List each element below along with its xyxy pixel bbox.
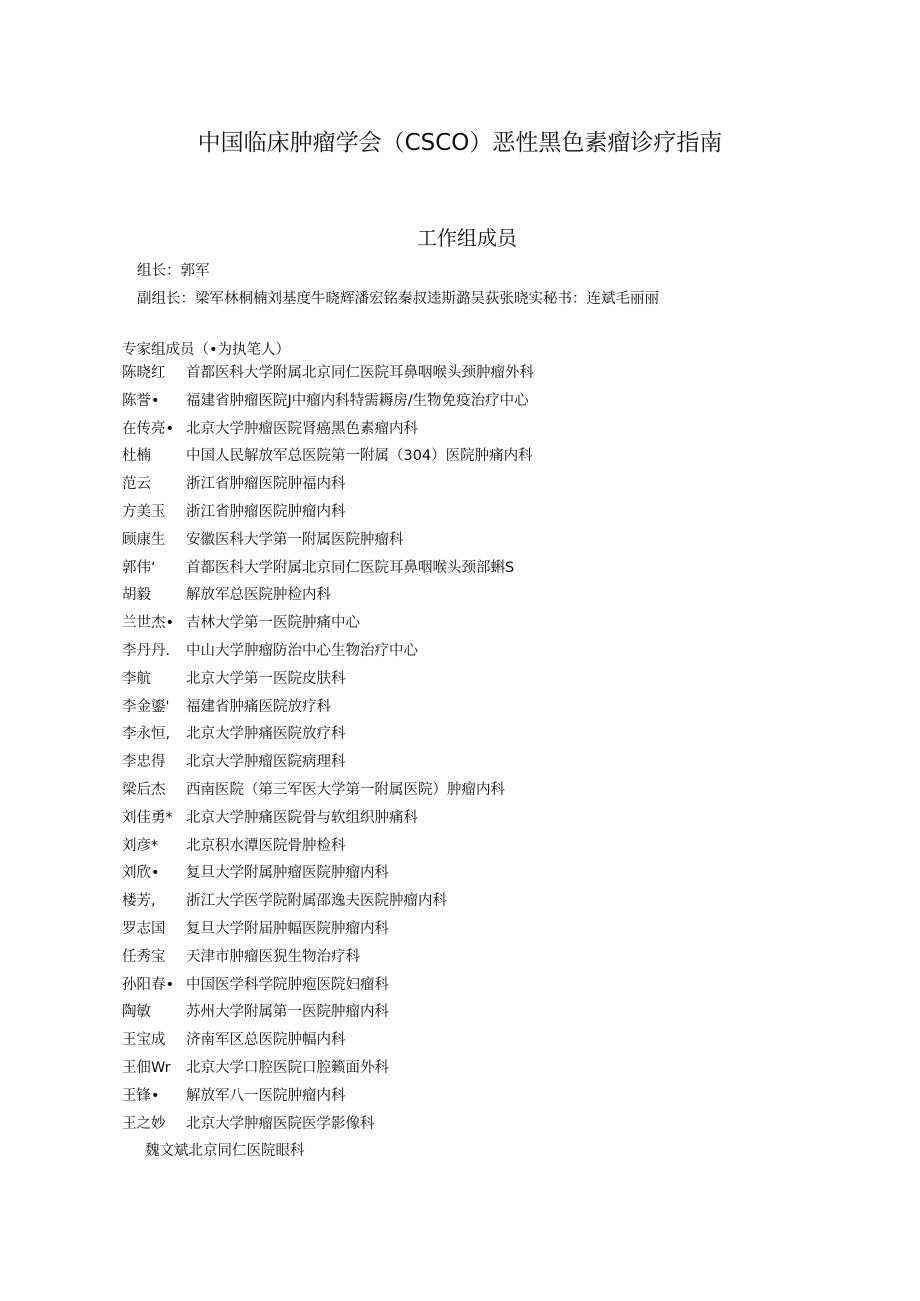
member-name: 罗志国 [122, 920, 166, 937]
member-row [122, 475, 534, 503]
member-row [122, 920, 534, 948]
member-name: 刘佳勇* [122, 809, 173, 826]
member-name: 杜楠 [122, 448, 151, 465]
member-row [122, 559, 534, 587]
member-name: 陈誉• [122, 392, 160, 409]
member-name: 王宝成 [122, 1032, 166, 1049]
member-department: 解放军总医院肿检内科 [186, 587, 331, 604]
member-row [122, 614, 534, 642]
member-row [122, 447, 534, 475]
experts-heading: 专家组成员（•为执笔人） [122, 342, 291, 358]
member-department: 北京大学口腔医院口腔籁面外科 [186, 1059, 389, 1076]
member-row [122, 531, 534, 559]
member-department: 北京大学肿瘤医院肾癌黑色素瘤内科 [186, 420, 418, 437]
member-department: 北京大学肿痛医院放疗科 [186, 726, 346, 743]
member-department: 首都医科大学附属北京同仁医院耳鼻咽喉头颈肿瘤外科 [186, 365, 534, 381]
member-name: 胡毅 [122, 587, 151, 604]
member-row [122, 503, 534, 531]
member-last-line: 魏文斌北京同仁医院眼科 [145, 1143, 305, 1159]
member-department: 安徽医科大学第一附属医院肿瘤科 [186, 531, 404, 548]
member-name: 孙阳春• [122, 976, 175, 993]
member-department: 中山大学肿瘤防治中心生物治疗中心 [186, 642, 418, 659]
member-row [122, 392, 534, 420]
member-department: 浙江省肿瘤医院肿福内科 [186, 476, 346, 493]
member-name: 在传亮• [122, 420, 175, 437]
member-row [122, 781, 534, 809]
member-row [122, 753, 534, 781]
member-row [122, 698, 534, 726]
member-department: 浙江大学医学院附属邵逸夫医院肿瘤内科 [186, 893, 447, 910]
member-row [122, 837, 534, 865]
member-department: 首都医科大学附属北京同仁医院耳鼻咽喉头颈部蝌S [186, 559, 515, 576]
member-row [122, 642, 534, 670]
member-name: 刘欣• [122, 865, 160, 882]
member-department: 浙江省肿瘤医院肿瘤内科 [186, 503, 346, 520]
member-department: 天津市肿瘤医猊生物治疗科 [186, 948, 360, 965]
member-name: 任秀宝 [122, 948, 166, 965]
member-row [122, 670, 534, 698]
member-name: 陶敏 [122, 1004, 151, 1021]
member-row [122, 892, 534, 920]
member-name: 李丹丹. [122, 642, 171, 659]
member-row [122, 420, 534, 448]
member-name: 郭伟‘ [122, 559, 156, 576]
member-name: 方美玉 [122, 503, 166, 520]
member-department: 苏州大学附属第一医院肿瘤内科 [186, 1004, 389, 1021]
member-row [122, 864, 534, 892]
member-name: 李航 [122, 670, 151, 687]
member-name: 王之妙 [122, 1115, 166, 1132]
member-department: 北京大学第一医院皮肤科 [186, 670, 346, 687]
member-row [122, 976, 534, 1004]
member-row [122, 1003, 534, 1031]
member-department: 复旦大学附届肿幅医院肿瘤内科 [186, 920, 389, 937]
member-name: 王锋• [122, 1087, 160, 1104]
member-department: 解放军八一医院肿瘤内科 [186, 1087, 346, 1104]
member-department: 吉林大学第一医院肿痛中心 [186, 615, 360, 632]
member-name: 顾康生 [122, 531, 166, 548]
member-department: 北京大学肿痛医院骨与软组织肿痛科 [186, 809, 418, 826]
member-row [122, 809, 534, 837]
member-department: 北京大学肿瘤医院医学影像科 [186, 1115, 375, 1132]
member-name: 楼芳, [122, 893, 156, 910]
member-name: 李金鎏' [122, 698, 170, 715]
group-leader-line: 组长：郭军 [137, 263, 210, 279]
member-department: 福建省肿痛医院放疗科 [186, 698, 331, 715]
member-department: 北京积水潭医院骨肿检科 [186, 837, 346, 854]
document-title: 中国临床肿瘤学会（CSCO）恶性黑色素瘤诊疗指南 [197, 130, 723, 156]
member-row [122, 725, 534, 753]
member-department: 中国医学科学院肿疱医院妇瘤科 [186, 976, 389, 993]
member-name: 兰世杰• [122, 615, 175, 632]
member-list [122, 364, 534, 1142]
member-row [122, 364, 534, 392]
member-name: 范云 [122, 476, 151, 493]
member-department: 西南医院（第三军医大学第一附属医院）肿瘤内科 [186, 781, 505, 798]
member-row [122, 586, 534, 614]
member-department: 复旦大学附属肿瘤医院肿瘤内科 [186, 865, 389, 882]
member-department: 北京大学肿瘤医院病理科 [186, 754, 346, 771]
member-name: 刘彦* [122, 837, 159, 854]
member-department: 济南军区总医院肿幅内科 [186, 1032, 346, 1049]
member-name: 李忠得 [122, 754, 166, 771]
deputy-leader-line: 副组长：梁军林桐楠刘基度牛晓辉潘宏铭秦叔逵斯潞吴荻张晓实秘书：连斌毛丽丽 [137, 291, 659, 307]
member-name: 梁后杰 [122, 781, 166, 798]
member-name: 陈晓红 [122, 365, 166, 381]
section-title: 工作组成员 [417, 226, 517, 250]
member-row [122, 1087, 534, 1115]
member-name: 王佃Wr [122, 1059, 171, 1076]
member-row [122, 1031, 534, 1059]
member-row [122, 948, 534, 976]
member-row [122, 1059, 534, 1087]
member-name: 李永恒, [122, 726, 171, 743]
member-department: 中国人民解放军总医院第一附属（304）医院肿痛内科 [186, 448, 533, 465]
member-department: 福建省肿瘤医院J中瘤内科特需耨房/生物免疫治疗中心 [186, 392, 529, 409]
